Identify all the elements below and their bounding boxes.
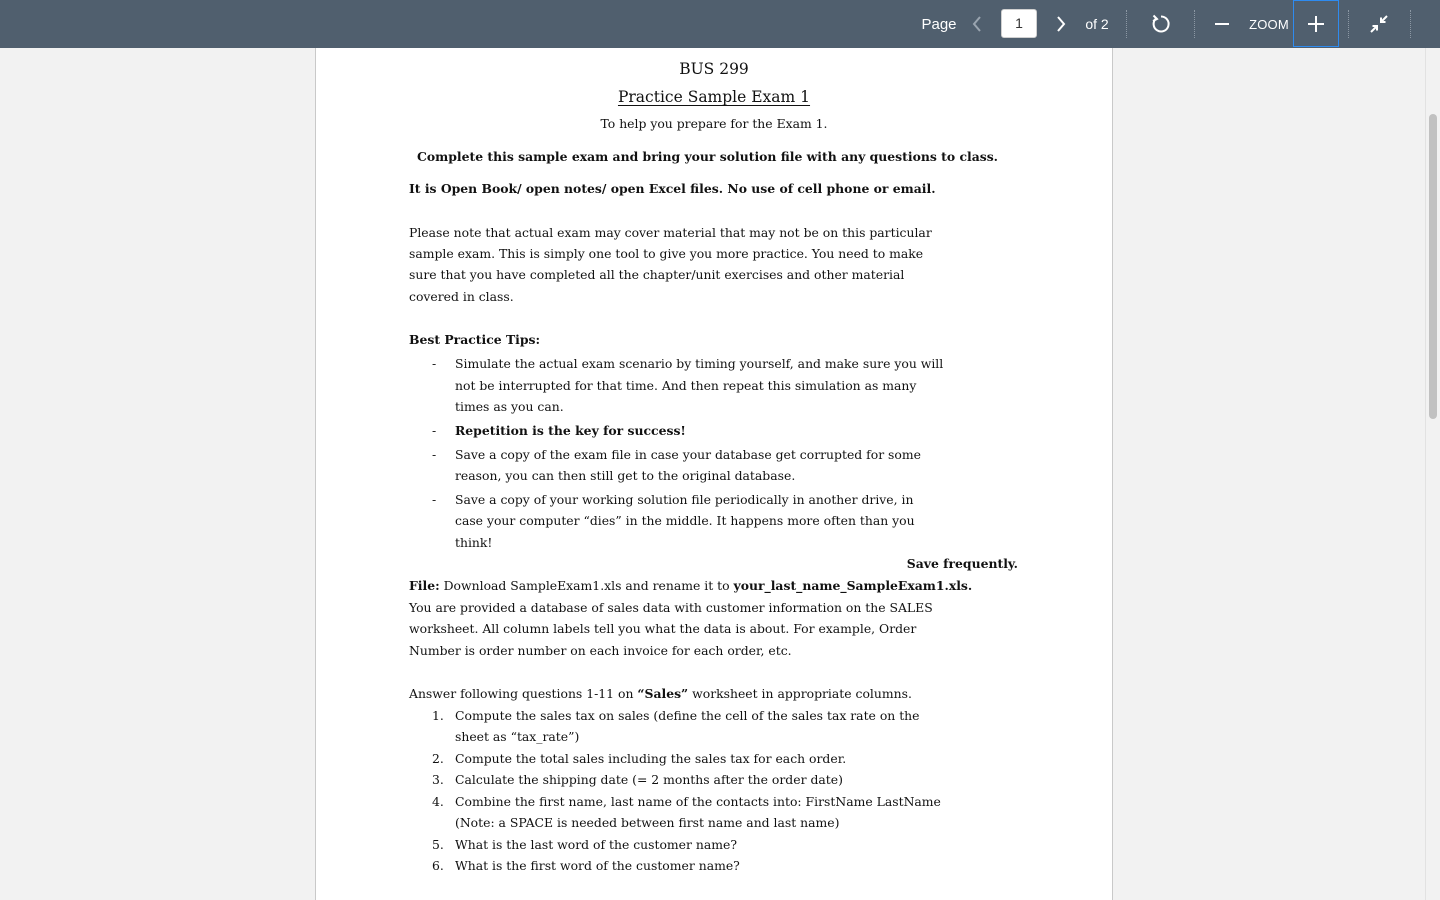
file-name: your_last_name_SampleExam1.xls.: [733, 578, 973, 593]
provided-line: Number is order number on each invoice for each order, etc.: [409, 643, 792, 658]
tip-line: reason, you can then still get to the original database.: [455, 468, 796, 483]
question-number: 3.: [432, 772, 444, 787]
bullet-marker: -: [432, 492, 437, 507]
bullet-marker: -: [432, 423, 437, 438]
exam-subtitle: To help you prepare for the Exam 1.: [600, 116, 828, 131]
question-number: 2.: [432, 751, 444, 766]
answer-line: [409, 686, 912, 701]
zoom-label-text: ZOOM: [1249, 16, 1289, 32]
collapse-icon: [1369, 14, 1389, 34]
toolbar-divider: [1410, 10, 1411, 38]
document-viewer[interactable]: [0, 48, 1425, 900]
document-page: [315, 48, 1113, 900]
instruction-line: It is Open Book/ open notes/ open Excel files. No use of cell phone or email.: [409, 181, 936, 196]
tip-line: Save a copy of the exam file in case your database get corrupted for some: [455, 447, 921, 462]
question-number: 6.: [432, 858, 444, 873]
tip-line: Simulate the actual exam scenario by timing yourself, and make sure you will: [455, 356, 944, 371]
provided-line: worksheet. All column labels tell you what the data is about. For example, Order: [409, 621, 917, 636]
file-label: File:: [409, 578, 440, 593]
question-number: 5.: [432, 837, 444, 852]
plus-icon: [1307, 15, 1325, 33]
minus-icon: [1214, 16, 1230, 32]
tip-line: think!: [455, 535, 493, 550]
question-number: 1.: [432, 708, 444, 723]
question-line: What is the last word of the customer name?: [455, 837, 737, 852]
question-line: Compute the total sales including the sales tax for each order.: [455, 751, 847, 766]
question-line: sheet as “tax_rate”): [455, 729, 580, 744]
instruction-line: Complete this sample exam and bring your solution file with any questions to class.: [417, 149, 998, 164]
note-line: covered in class.: [409, 289, 514, 304]
note-line: Please note that actual exam may cover material that may not be on this particular: [409, 225, 932, 240]
next-page-button[interactable]: [1048, 0, 1074, 48]
tip-line: not be interrupted for that time. And then repeat this simulation as many: [455, 378, 917, 393]
toolbar-divider: [1194, 10, 1195, 38]
question-line: (Note: a SPACE is needed between first name and last name): [455, 815, 840, 830]
tip-line: times as you can.: [455, 399, 564, 414]
toolbar-divider: [1348, 10, 1349, 38]
tip-line: Save a copy of your working solution file periodically in another drive, in: [455, 492, 914, 507]
chevron-left-icon: [971, 15, 983, 33]
answer-pre: Answer following questions 1-11 on: [409, 686, 634, 701]
zoom-out-button[interactable]: [1208, 0, 1236, 48]
answer-sheet: “Sales”: [637, 686, 689, 701]
question-line: Compute the sales tax on sales (define the cell of the sales tax rate on the: [455, 708, 920, 723]
rotate-icon: [1150, 13, 1172, 35]
question-line: Calculate the shipping date (= 2 months after the order date): [455, 772, 843, 787]
zoom-label: [1246, 0, 1292, 48]
save-frequently: Save frequently.: [906, 556, 1018, 571]
toolbar-divider: [1126, 10, 1127, 38]
question-number: 4.: [432, 794, 444, 809]
tip-line: case your computer “dies” in the middle. It happens more often than you: [455, 513, 915, 528]
tip-line: Repetition is the key for success!: [455, 423, 686, 438]
note-line: sample exam. This is simply one tool to give you more practice. You need to make: [409, 246, 924, 261]
bullet-marker: -: [432, 447, 437, 462]
question-line: Combine the first name, last name of the contacts into: FirstName LastName: [455, 794, 941, 809]
previous-page-button[interactable]: [964, 0, 990, 48]
page-number-input[interactable]: 1: [1001, 9, 1037, 38]
page-label: [920, 0, 958, 48]
file-text: Download SampleExam1.xls and rename it to: [443, 578, 730, 593]
page-total-text: of 2: [1085, 16, 1109, 32]
bullet-marker: -: [432, 356, 437, 371]
provided-line: You are provided a database of sales data with customer information on the SALES: [409, 600, 933, 615]
zoom-in-button[interactable]: [1293, 0, 1339, 47]
note-line: sure that you have completed all the chapter/unit exercises and other material: [409, 267, 905, 282]
answer-post: worksheet in appropriate columns.: [692, 686, 912, 701]
fit-page-button[interactable]: [1364, 0, 1394, 48]
vertical-scrollbar[interactable]: [1425, 48, 1440, 900]
file-line: [409, 578, 972, 593]
rotate-button[interactable]: [1145, 0, 1177, 48]
course-code: BUS 299: [679, 60, 749, 78]
exam-title: Practice Sample Exam 1: [617, 88, 811, 106]
question-line: What is the first word of the customer name?: [455, 858, 740, 873]
tips-heading: Best Practice Tips:: [409, 332, 541, 347]
page-label-text: Page: [921, 15, 957, 33]
page-total: [1082, 0, 1112, 48]
scrollbar-thumb[interactable]: [1429, 114, 1437, 419]
viewer-toolbar: [0, 0, 1440, 48]
chevron-right-icon: [1055, 15, 1067, 33]
